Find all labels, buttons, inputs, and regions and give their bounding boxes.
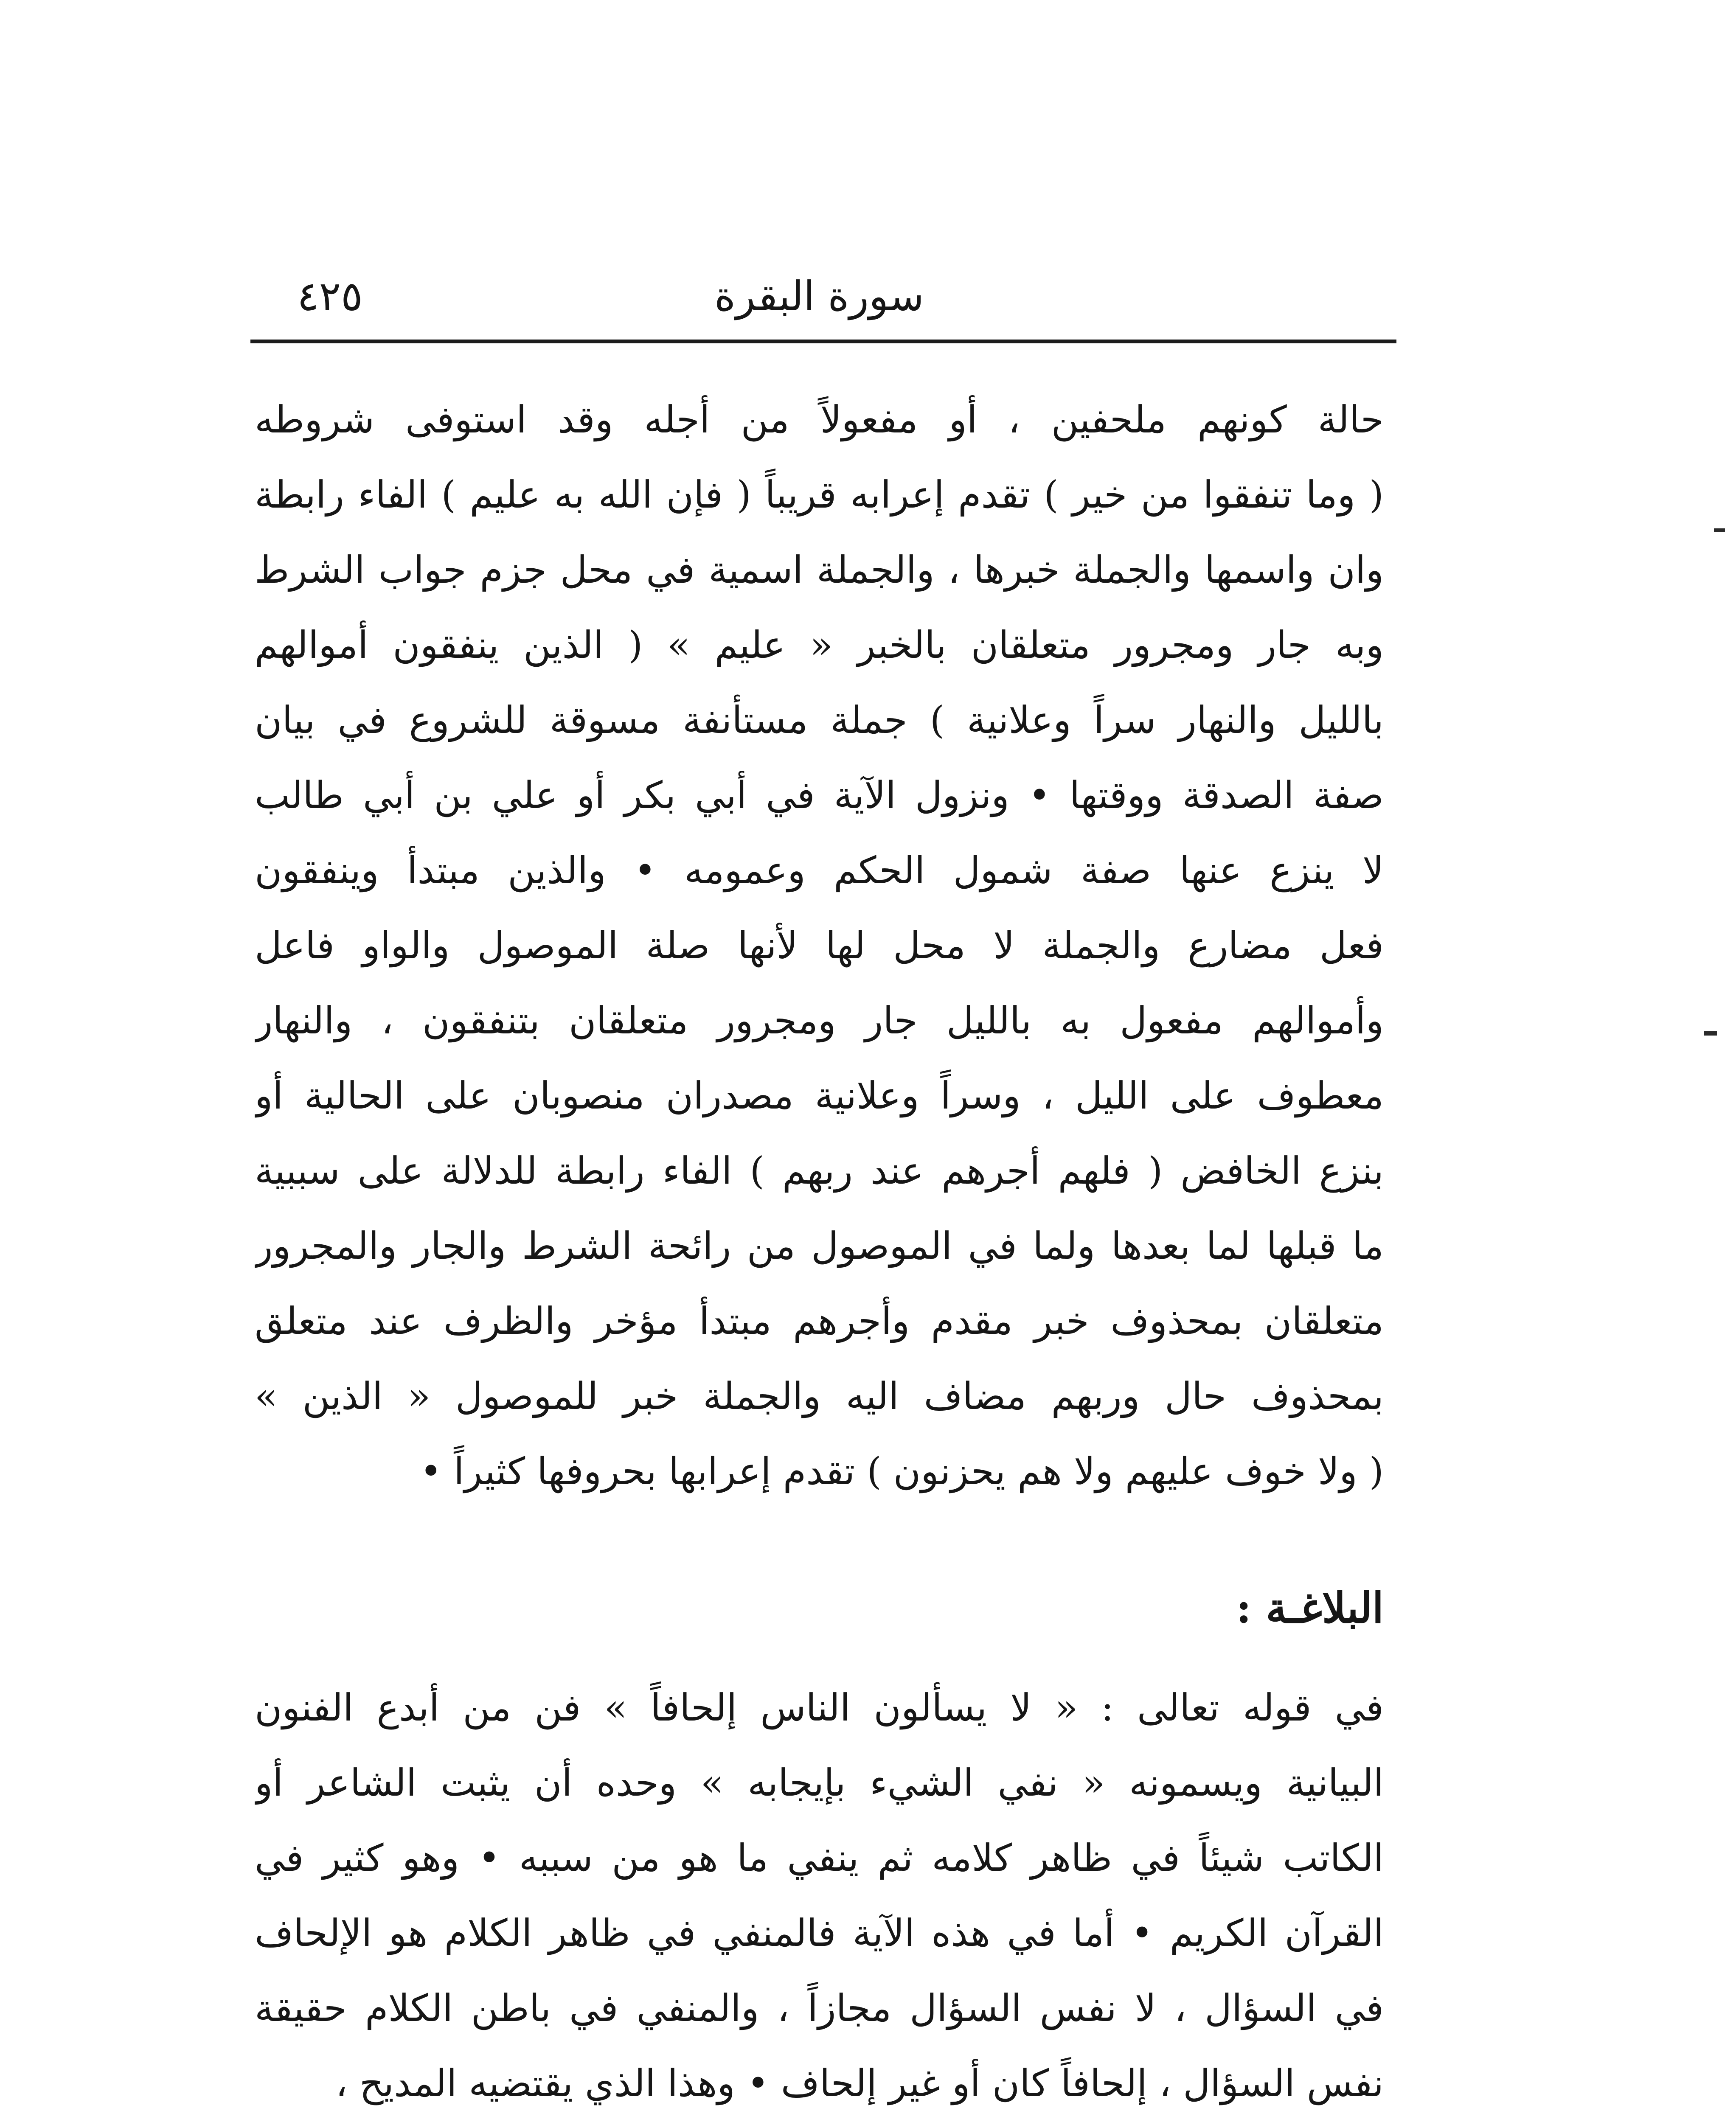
text-line: البيانية ويسمونه « نفي الشيء بإيجابه » وحده أن يثبت الشاعر أو — [255, 1761, 1384, 1805]
running-title: سورة البقرة — [714, 272, 924, 320]
text-line: متعلقان بمحذوف خبر مقدم وأجرهم مبتدأ مؤخر والظرف عند متعلق — [255, 1299, 1384, 1343]
text-line: حالة كونهم ملحفين ، أو مفعولاً من أجله وقد استوفى شروطه — [255, 398, 1384, 441]
text-line: وان واسمها والجملة خبرها ، والجملة اسمية في محل جزم جواب الشرط — [255, 548, 1384, 592]
text-line: بنزع الخافض ( فلهم أجرهم عند ربهم ) الفاء رابطة للدلالة على سببية — [255, 1149, 1384, 1193]
page-number: ٤٢٥ — [297, 272, 363, 320]
text-line: القرآن الكريم • أما في هذه الآية فالمنفي في ظاهر الكلام هو الإلحاف — [255, 1911, 1384, 1955]
page-header — [250, 263, 1388, 327]
text-line: الكاتب شيئاً في ظاهر كلامه ثم ينفي ما هو من سببه • وهو كثير في — [255, 1836, 1384, 1880]
text-line: صفة الصدقة ووقتها • ونزول الآية في أبي بكر أو علي بن أبي طالب — [255, 773, 1384, 817]
text-line: نفس السؤال ، إلحافاً كان أو غير إلحاف • وهذا الذي يقتضيه المديح ، — [335, 2061, 1384, 2105]
text-line: بمحذوف حال وربهم مضاف اليه والجملة خبر للموصول « الذين » — [255, 1374, 1384, 1418]
text-line: وبه جار ومجرور متعلقان بالخبر « عليم » ( الذين ينفقون أموالهم — [255, 623, 1384, 667]
text-line: ( وما تنفقوا من خير ) تقدم إعرابه قريباً ( فإن الله به عليم ) الفاء رابطة — [255, 473, 1384, 516]
text-line: ( ولا خوف عليهم ولا هم يحزنون ) تقدم إعرابها بحروفها كثيراً • — [420, 1449, 1384, 1493]
text-line: ما قبلها لما بعدها ولما في الموصول من رائحة الشرط والجار والمجرور — [255, 1224, 1384, 1268]
text-line: في قوله تعالى : « لا يسألون الناس إلحافاً » فن من أبدع الفنون — [255, 1686, 1384, 1729]
header-divider — [250, 340, 1396, 343]
main-text — [255, 382, 1384, 1509]
text-line: وأموالهم مفعول به بالليل جار ومجرور متعلقان بتنفقون ، والنهار — [255, 999, 1384, 1042]
section-heading: البلاغـة : — [1236, 1584, 1384, 1633]
text-line: بالليل والنهار سراً وعلانية ) جملة مستأنفة مسوقة للشروع في بيان — [255, 698, 1384, 742]
scan-mark — [1704, 1031, 1717, 1036]
scan-mark — [1714, 528, 1725, 532]
text-line: فعل مضارع والجملة لا محل لها لأنها صلة الموصول والواو فاعل — [255, 923, 1384, 967]
text-line: لا ينزع عنها صفة شمول الحكم وعمومه • والذين مبتدأ وينفقون — [255, 848, 1384, 892]
section-text — [255, 1670, 1384, 2121]
text-line: معطوف على الليل ، وسراً وعلانية مصدران منصوبان على الحالية أو — [255, 1074, 1384, 1117]
text-line: في السؤال ، لا نفس السؤال مجازاً ، والمنفي في باطن الكلام حقيقة — [255, 1986, 1384, 2030]
